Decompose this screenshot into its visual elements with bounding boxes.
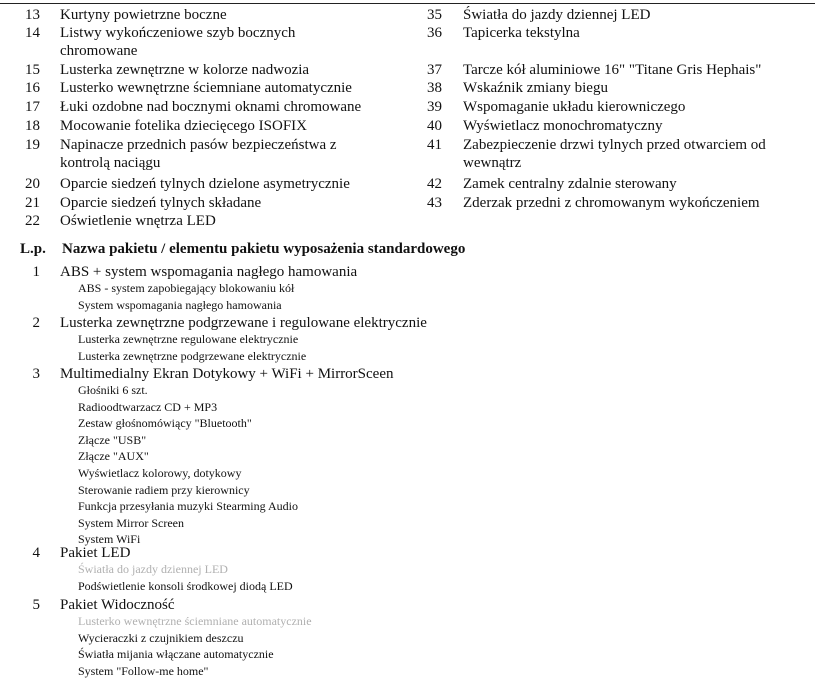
list-item-number: 21: [25, 195, 40, 211]
list-item-label: Kurtyny powietrzne boczne: [60, 7, 227, 23]
list-item-number: 37: [427, 62, 442, 78]
list-item-number: 14: [25, 25, 40, 41]
list-item-number: 43: [427, 195, 442, 211]
list-item-label: Lusterko wewnętrzne ściemniane automatycznie: [60, 80, 352, 96]
package-name: Multimedialny Ekran Dotykowy + WiFi + MirrorSceen: [60, 366, 394, 382]
package-element: Światła do jazdy dziennej LED: [78, 562, 228, 576]
package-element: Zestaw głośnomówiący "Bluetooth": [78, 416, 252, 431]
list-item-label: Zabezpieczenie drzwi tylnych przed otwarciem od: [463, 137, 766, 153]
package-element: Podświetlenie konsoli środkowej diodą LED: [78, 578, 293, 593]
package-element: Funkcja przesyłania muzyki Stearming Audio: [78, 499, 298, 514]
list-item-number: 20: [25, 176, 40, 192]
package-name: Pakiet LED: [60, 545, 131, 561]
package-element: Złącze "USB": [78, 432, 147, 447]
list-item-label: Zderzak przedni z chromowanym wykończeniem: [463, 195, 760, 211]
list-item-number: 42: [427, 176, 442, 192]
list-item-label: Łuki ozdobne nad bocznymi oknami chromowane: [60, 99, 362, 115]
header-title: Nazwa pakietu / elementu pakietu wyposażenia standardowego: [62, 241, 466, 257]
list-item-number: 22: [25, 213, 40, 229]
package-element: System Mirror Screen: [78, 515, 184, 530]
package-name: ABS + system wspomagania nagłego hamowania: [60, 264, 358, 280]
list-item-label: Wskaźnik zmiany biegu: [463, 80, 608, 96]
list-item-label: Wyświetlacz monochromatyczny: [463, 118, 663, 134]
list-item-label: Mocowanie fotelika dziecięcego ISOFIX: [60, 118, 307, 134]
list-item-number: 19: [25, 137, 40, 153]
package-element: Sterowanie radiem przy kierownicy: [78, 482, 250, 497]
package-element: Wycieraczki z czujnikiem deszczu: [78, 630, 244, 645]
package-element: Lusterka zewnętrzne regulowane elektrycznie: [78, 332, 299, 346]
package-element: System WiFi: [78, 532, 141, 547]
package-element: Lusterko wewnętrzne ściemniane automatycznie: [78, 614, 312, 628]
package-name: Lusterka zewnętrzne podgrzewane i regulowane elektrycznie: [60, 315, 427, 331]
list-item-number: 35: [427, 7, 442, 23]
list-item-number: 15: [25, 62, 40, 78]
list-item-number: 41: [427, 137, 442, 153]
package-number: 5: [32, 597, 40, 613]
list-item-number: 38: [427, 80, 442, 96]
list-item-label: Napinacze przednich pasów bezpieczeństwa z: [60, 137, 337, 153]
package-element: System "Follow-me home": [78, 663, 209, 678]
list-item-label: Światła do jazdy dziennej LED: [463, 7, 651, 23]
package-element: Głośniki 6 szt.: [78, 383, 148, 397]
list-item-number: 39: [427, 99, 442, 115]
package-name: Pakiet Widoczność: [60, 597, 175, 613]
list-item-label-cont: wewnątrz: [463, 155, 522, 171]
list-item-number: 16: [25, 80, 40, 96]
package-number: 2: [32, 315, 40, 331]
list-item-number: 40: [427, 118, 442, 134]
list-item-label: Zamek centralny zdalnie sterowany: [463, 176, 677, 192]
header-lp: L.p.: [20, 241, 46, 257]
package-element: Wyświetlacz kolorowy, dotykowy: [78, 466, 242, 480]
list-item-label: Listwy wykończeniowe szyb bocznych: [60, 25, 296, 41]
list-item-number: 17: [25, 99, 40, 115]
package-number: 1: [32, 264, 40, 280]
list-item-label: Oparcie siedzeń tylnych składane: [60, 195, 262, 211]
list-item-label: Oparcie siedzeń tylnych dzielone asymetrycznie: [60, 176, 350, 192]
top-rule: [0, 3, 815, 4]
package-number: 4: [32, 545, 40, 561]
package-element: ABS - system zapobiegający blokowaniu kół: [78, 281, 295, 295]
package-number: 3: [32, 366, 40, 382]
package-element: System wspomagania nagłego hamowania: [78, 297, 282, 312]
list-item-number: 13: [25, 7, 40, 23]
list-item-label: Tapicerka tekstylna: [463, 25, 580, 41]
list-item-number: 36: [427, 25, 442, 41]
list-item-number: 18: [25, 118, 40, 134]
package-element: Radioodtwarzacz CD + MP3: [78, 399, 218, 414]
package-element: Złącze "AUX": [78, 449, 149, 464]
package-element: Światła mijania włączane automatycznie: [78, 647, 274, 662]
list-item-label-cont: chromowane: [60, 43, 138, 59]
list-item-label: Wspomaganie układu kierowniczego: [463, 99, 686, 115]
list-item-label-cont: kontrolą naciągu: [60, 155, 161, 171]
list-item-label: Tarcze kół aluminiowe 16" "Titane Gris Hephais": [463, 62, 762, 78]
list-item-label: Lusterka zewnętrzne w kolorze nadwozia: [60, 62, 310, 78]
package-element: Lusterka zewnętrzne podgrzewane elektrycznie: [78, 348, 307, 363]
list-item-label: Oświetlenie wnętrza LED: [60, 213, 216, 229]
